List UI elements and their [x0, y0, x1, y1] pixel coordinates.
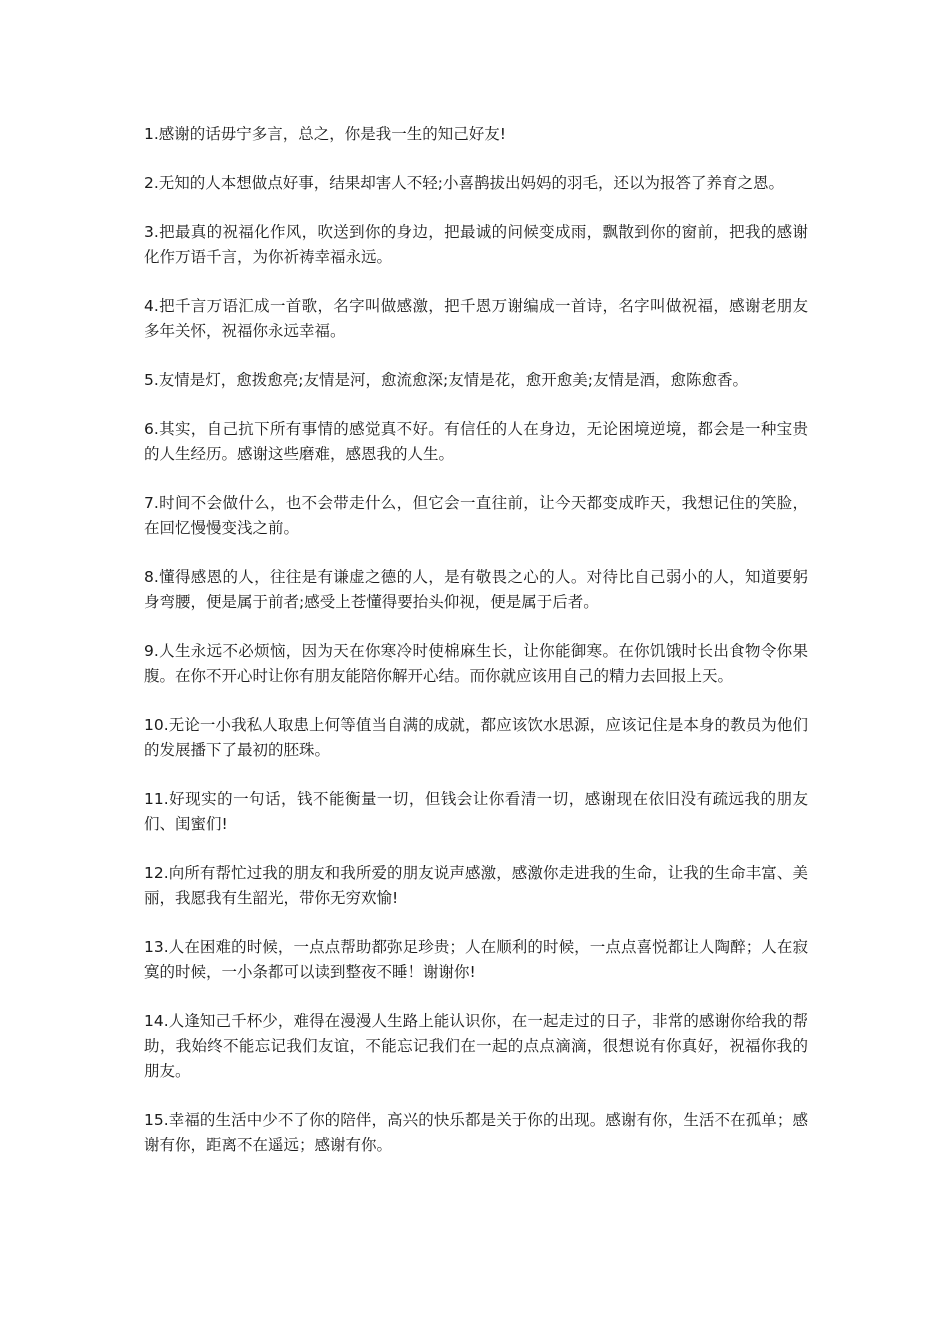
paragraph-10: 10.无论一小我私人取患上何等值当自满的成就，都应该饮水思源，应该记住是本身的教员为他们的发展播下了最初的胚珠。	[144, 716, 808, 759]
paragraph-3: 3.把最真的祝福化作风，吹送到你的身边，把最诚的问候变成雨，飘散到你的窗前，把我的感谢化作万语千言，为你祈祷幸福永远。	[144, 223, 808, 266]
document-body	[144, 122, 808, 1182]
paragraph-9: 9.人生永远不必烦恼，因为天在你寒冷时使棉麻生长，让你能御寒。在你饥饿时长出食物令你果腹。在你不开心时让你有朋友能陪你解开心结。而你就应该用自己的精力去回报上天。	[144, 642, 808, 685]
paragraph-6: 6.其实，自己抗下所有事情的感觉真不好。有信任的人在身边，无论困境逆境，都会是一种宝贵的人生经历。感谢这些磨难，感恩我的人生。	[144, 420, 808, 463]
paragraph-7: 7.时间不会做什么，也不会带走什么，但它会一直往前，让今天都变成昨天，我想记住的笑脸，在回忆慢慢变浅之前。	[144, 494, 808, 537]
paragraph-8: 8.懂得感恩的人，往往是有谦虚之德的人，是有敬畏之心的人。对待比自己弱小的人，知道要躬身弯腰，便是属于前者;感受上苍懂得要抬头仰视，便是属于后者。	[144, 568, 808, 611]
paragraph-4: 4.把千言万语汇成一首歌，名字叫做感激，把千恩万谢编成一首诗，名字叫做祝福，感谢老朋友多年关怀，祝福你永远幸福。	[144, 297, 808, 340]
paragraph-5: 5.友情是灯，愈拨愈亮;友情是河，愈流愈深;友情是花，愈开愈美;友情是酒，愈陈愈香。	[144, 371, 748, 389]
paragraph-14: 14.人逢知己千杯少，难得在漫漫人生路上能认识你，在一起走过的日子，非常的感谢你给我的帮助，我始终不能忘记我们友谊，不能忘记我们在一起的点点滴滴，很想说有你真好，祝福你我的朋友。	[144, 1012, 808, 1080]
paragraph-13: 13.人在困难的时候，一点点帮助都弥足珍贵；人在顺利的时候，一点点喜悦都让人陶醉；人在寂寞的时候，一小条都可以读到整夜不睡！谢谢你!	[144, 938, 808, 981]
paragraph-2: 2.无知的人本想做点好事，结果却害人不轻;小喜鹊拔出妈妈的羽毛，还以为报答了养育之恩。	[144, 174, 785, 192]
paragraph-11: 11.好现实的一句话，钱不能衡量一切，但钱会让你看清一切，感谢现在依旧没有疏远我的朋友们、闺蜜们!	[144, 790, 808, 833]
paragraph-1: 1.感谢的话毋宁多言，总之，你是我一生的知己好友!	[144, 125, 507, 143]
paragraph-12: 12.向所有帮忙过我的朋友和我所爱的朋友说声感激，感激你走进我的生命，让我的生命丰富、美丽，我愿我有生韶光，带你无穷欢愉!	[144, 864, 808, 907]
paragraph-15: 15.幸福的生活中少不了你的陪伴，高兴的快乐都是关于你的出现。感谢有你，生活不在孤单；感谢有你，距离不在遥远；感谢有你。	[144, 1111, 808, 1154]
